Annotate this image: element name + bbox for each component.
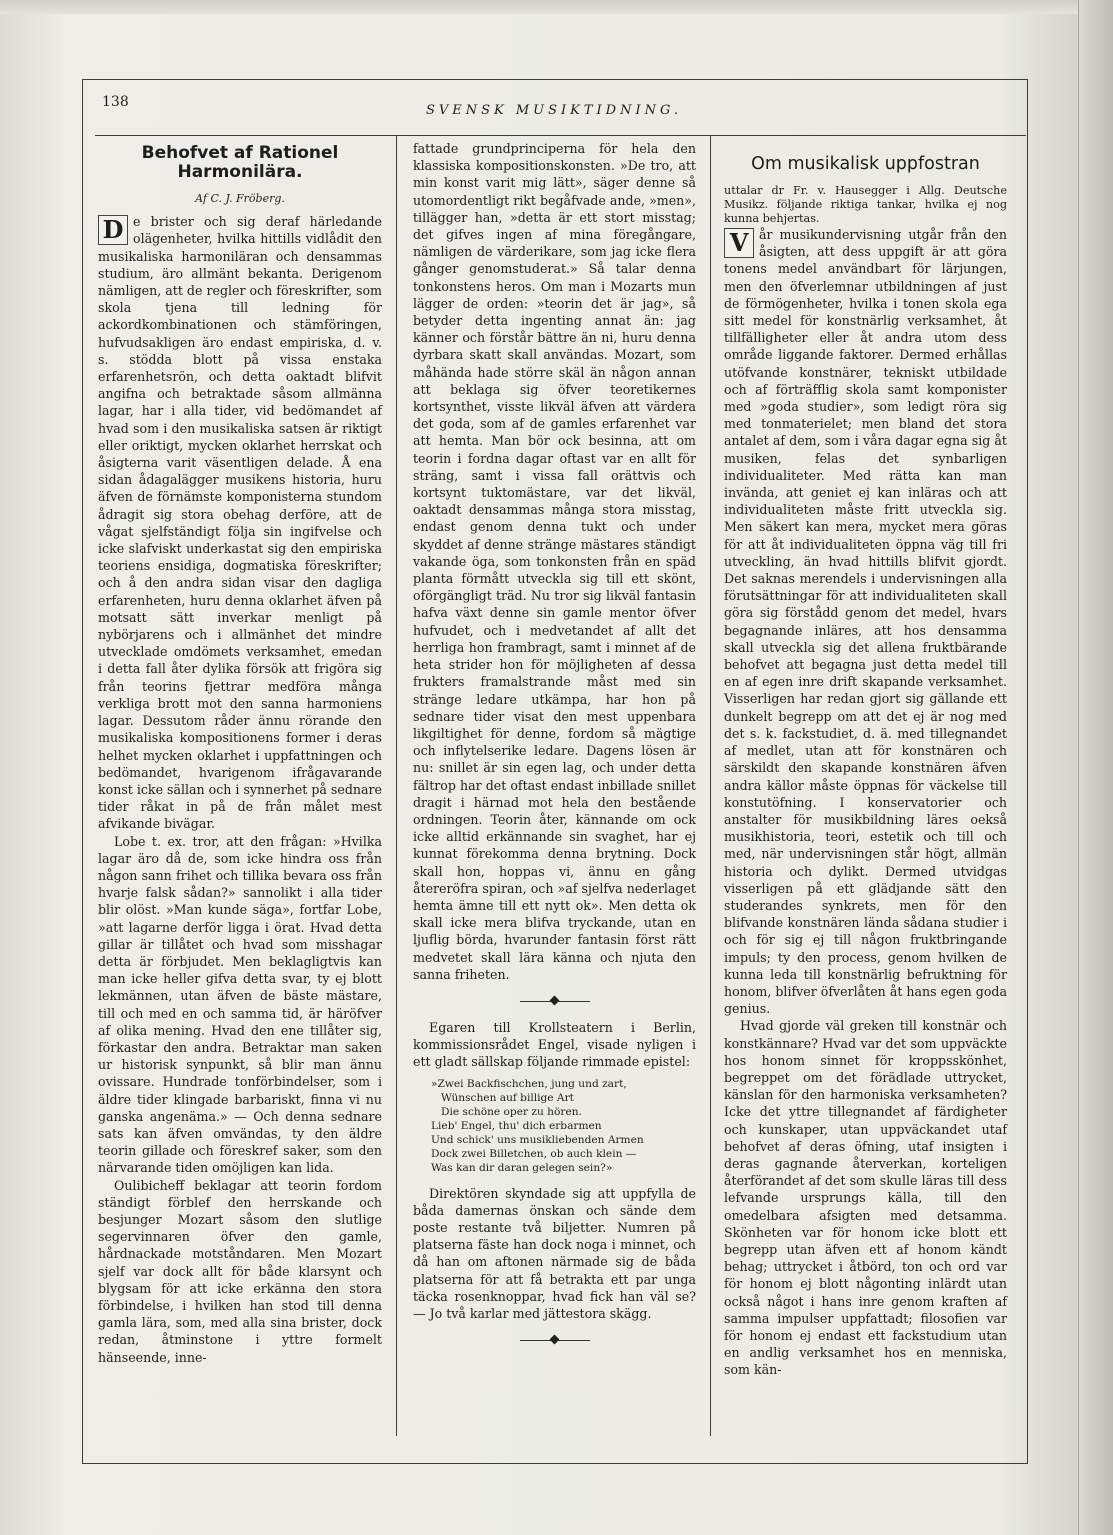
column-divider-right xyxy=(710,136,711,1436)
header-rule xyxy=(95,135,1026,136)
column-divider-left xyxy=(396,136,397,1436)
drop-cap-ornament: V xyxy=(724,228,754,258)
poem-line: Und schick' uns musikliebenden Armen xyxy=(431,1133,644,1146)
paragraph-text: e brister och sig deraf härledande olägenheter, hvilka hittills vidlådit den musikaliska harmoniläran och densammas studium, äro allmänt bekanta. Derigenom nämligen, att de regler och föreskrifter, som skola tjena till ledning för ackordkombinationen och stämföringen, hufvudsakligen äro endast empiriska, d. v. s. stödda blott på vissa enstaka erfarenhetsrön, och detta oaktadt blifvit angifna och betraktade såsom allmänna lagar, har i alla tider, vid bedömandet af hvad som i den musikaliska satsen är riktigt eller oriktigt, mycken oklarhet herrskat och åsigterna varit väsentligen delade. Å ena sidan ådagalägger musikens historia, huru äfven de förnämste komponisterna stundom ådragit sig stora obehag derföre, att de vågat sjelfständigt följa sin ingifvelse och icke slafviskt underkastat sig den empiriska teoriens ensidiga, dogmatiska föreskrifter; och å den andra sidan visar den dagliga erfarenheten, huru denna oklarhet äfven på motsatt sätt inverkar menligt på nybörjarens och i allmänhet det mindre utvecklade omdömets verksamhet, emedan i detta fall åter dylika försök att frigöra sig från teorins fjettrar medföra många verkliga brott mot den sanna harmoniens lagar. Dessutom råder ännu rörande den musikaliska kompositionens former i deras helhet mycken oklarhet i uppfattningen och bedömandet, hvarigenom ifrågavarande konst icke sällan och i synnerhet på sednare tider råkat in på de från målet mest afvikande bivägar. xyxy=(98,214,382,832)
page-number: 138 xyxy=(102,94,129,110)
article-title: Behofvet af Rationel Harmonilära. xyxy=(141,143,339,182)
right-column xyxy=(724,140,1007,1379)
paragraph: Oulibicheff beklagar att teorin fordom ständigt förblef den herrskande och besjunger Mozart såsom den slutlige segervinnaren öfver den gamle, hårdnackade motståndaren. Men Mozart sjelf var dock allt för både klarsynt och blygsam för att icke erkänna den stora förbindelse, i hvilken han stod till denna gamla lära, som, med alla sina brister, dock redan, åtminstone i yttre formelt hänseende, inne- xyxy=(98,1177,382,1365)
diamond-ornament-icon xyxy=(549,1335,559,1345)
scan-top-edge xyxy=(0,0,1113,14)
notice-intro: Egaren till Krollsteatern i Berlin, kommissionsrådet Engel, visade nyligen i ett gladt sällskap följande rimmade epistel: xyxy=(413,1019,696,1070)
journal-title: SVENSK MUSIKTIDNING. xyxy=(425,103,683,118)
drop-cap-ornament: D xyxy=(98,215,128,245)
paragraph: Hvad gjorde väl greken till konstnär och konstkännare? Hvad var det som uppväckte hos honom sinnet för kroppsskönhet, begreppet om det förädlade uttrycket, känslan för den harmoniska verksamheten? Icke det yttre tillegnandet af färdigheter och kunskaper, utan uppväckandet utaf behofvet af deras öfning, utaf insigten i deras gagnande återverkan, korteligen återförandet af det som skulle läras till dess lefvande ursprungs källa, till den omedelbara afsigten med detsamma. Skönheten var för honom icke blott ett begrepp utan äfven ett af honom kändt behag; uttrycket i åtbörd, ton och ord var för honom ej blott någonting inlärdt utan också något i hans inre genom kraften af samma impulser uppfattadt; filosofien var för honom ej endast ett fackstudium utan en andlig verksamhet hos en menniska, som kän- xyxy=(724,1018,1007,1378)
lead-note: uttalar dr Fr. v. Hausegger i Allg. Deutsche Musikz. följande riktiga tankar, hvilka ej nog kunna behjertas. xyxy=(724,184,1007,225)
paragraph: fattade grundprinciperna för hela den klassiska kompositionskonsten. »De tro, att min konst varit mig lätt», säger denne så utomordentligt rikt begåfvade ande, »men», tillägger han, »detta är ett stort misstag; det gifves ingen af mina föregångare, nämligen de värderikare, som jag icke flera gånger genomstuderat.» Så talar denna tonkonstens heros. Om man i Mozarts mun lägger de orden: »teorin det är jag», så betyder detta ingenting annat än: jag känner och förstår bättre än ni, huru denna dyrbara skatt skall användas. Mozart, som måhända hade större skäl än någon annan att beklaga sig öfver teoretikernes kortsynthet, visste likväl äfven att värdera det goda, som af de gamles erfarenhet var att hemta. Man bör ock besinna, att om teorin i fordna dagar oftast var en allt för sträng, samt i vissa fall orättvis och kortsynt tuktomästare, var det likväl, oaktadt densammas många stora misstag, endast genom denna tukt och under skyddet af denne stränge mästares ständigt vakande öga, som tonkonsten från en späd planta förmått utveckla sig till ett skönt, oförgängligt träd. Nu tror sig likväl fantasin hafva växt denne sin gamle mentor öfver hufvudet, och i medvetandet af allt det herrliga hon frambragt, samt i minnet af de heta strider hon för möjligheten af dessa frukters framalstrande måst med sin stränge ledare utkämpa, har hon på sednare tider visat den mest uppenbara likgiltighet för denne, fordom så mägtige och inflytelserike ledare. Dagens lösen är nu: snillet är sin egen lag, och under detta fältrop har det oftast endast inbillade snillet dragit i härnad mot hela den bestående ordningen. Teorin åter, kännande om ock icke alltid erkännande sin svaghet, har ej kunnat förekomma denna brytning. Dock skall hon, hoppas vi, ännu en gång återeröfra spiran, och »af sjelfva nederlaget hemta ämne till ett nytt ok». Men detta ok skall icke mera blifva tryckande, utan en ljuflig börda, hvarunder fantasin först rätt medvetet skall lära känna och njuta den sanna friheten. xyxy=(413,141,696,982)
poem-line: Was kan dir daran gelegen sein?» xyxy=(431,1161,613,1174)
paragraph: Lobe t. ex. tror, att den frågan: »Hvilka lagar äro då de, som icke hindra oss från någon sann frihet och tillika bevara oss från hvarje falsk sådan?» sannolikt i alla tider blir olöst. »Man kunde säga», fortfar Lobe, »att lagarne derför ligga i örat. Hvad detta gillar är tillåtet och hvad som misshagar detta är förbjudet. Men beklagligtvis kan man icke heller gifva detta svar, ty ej blott lekmännen, utan äfven de bäste mästare, till och med en och samma tid, är häröfver af olika mening. Hvad den ene tillåter sig, förkastar den andra. Betraktar man saken ur historisk synpunkt, så blir man ännu ovissare. Hundrade tonförbindelser, som i äldre tider klingade barbariskt, finna vi nu ganska angenäma.» — Och denna sednare sats kan äfven omvändas, ty den äldre teorin gillade och föreskref saker, som den närvarande tiden omöjligen kan lida. xyxy=(98,833,382,1176)
article-byline: Af C. J. Fröberg. xyxy=(195,192,285,205)
paragraph-text: år musikundervisning utgår från den åsigten, att dess uppgift är att göra tonens medel användbart för lärjungen, men den öfverlemnar utbildningen af just de förmögenheter, hvilka i tonen skola ega sitt medel för konstnärlig verksamhet, åt tillfälligheter eller åt andra utom dess område liggande faktorer. Dermed erhållas utöfvande konstnärer, tekniskt utbildade och af förträfflig skola samt komponister med »goda studier», som ledigt röra sig med tonmaterielet; men bland det stora antalet af dem, som i våra dagar egna sig åt musiken, felas det synbarligen individualiteter. Med rätta kan man invända, att geniet ej kan inläras och att individualiteten måste fritt utveckla sig. Men säkert kan mera, mycket mera göras för att åt individualiteten öppna väg till fri utveckling, än hvad hittills blifvit gjordt. Det saknas merendels i undervisningen alla förutsättningar för att individualiteten skall göra sig förstådd genom det medel, hvars begagnande inläres, att hos densamma skall utveckla sig det allena fruktbärande behofvet att begagna just detta medel till en af egen inre drift skapande verksamhet. Visserligen har redan gjort sig gällande ett dunkelt begrepp om att det ej är nog med det s. k. fackstudiet, d. ä. med tillegnandet af medlet, utan att för konstnären och särskildt den skapande konstnären äfven andra källor måste öppnas för väckelse till konstutöfning. I konservatorier och anstalter för musikbildning läres oekså musikhistoria, teori, estetik och till och med, när undervisningen står högt, allmän historia och dylikt. Dermed utvidgas visserligen på ett glädjande sätt den studerandes synkrets, men för den blifvande konstnären lända sådana studier i och för sig ej till någon fruktbringande impuls; ty den process, genom hvilken de kunna leda till konstnärlig befruktning för honom, blifver öfverlåten åt hans egen goda genius. xyxy=(724,227,1007,1017)
section-separator xyxy=(413,1334,696,1346)
left-column xyxy=(98,140,382,1366)
notice-outro: Direktören skyndade sig att uppfylla de båda damernas önskan och sände dem poste restante två biljetter. Numren på platserna fäste han dock noga i minnet, och då han om aftonen närmade sig de båda platserna för att få betrakta ett par unga täcka rosenknoppar, hvad fick han väl se? — Jo två karlar med jättestora skägg. xyxy=(413,1185,696,1321)
article-title: Om musikalisk uppfostran xyxy=(751,154,980,174)
poem-line: Dock zwei Billetchen, ob auch klein — xyxy=(431,1147,637,1160)
poem-line: Wünschen auf billige Art xyxy=(441,1091,574,1104)
middle-column xyxy=(413,140,696,1358)
paragraph xyxy=(724,226,1007,1017)
poem xyxy=(431,1077,696,1175)
poem-line: »Zwei Backfischchen, jung und zart, xyxy=(431,1077,627,1090)
section-separator xyxy=(413,995,696,1007)
poem-line: Lieb' Engel, thu' dich erbarmen xyxy=(431,1119,602,1132)
paragraph xyxy=(98,213,382,832)
page-header xyxy=(82,79,1026,135)
scan-right-edge xyxy=(1078,0,1113,1535)
diamond-ornament-icon xyxy=(549,996,559,1006)
poem-line: Die schöne oper zu hören. xyxy=(441,1105,582,1118)
